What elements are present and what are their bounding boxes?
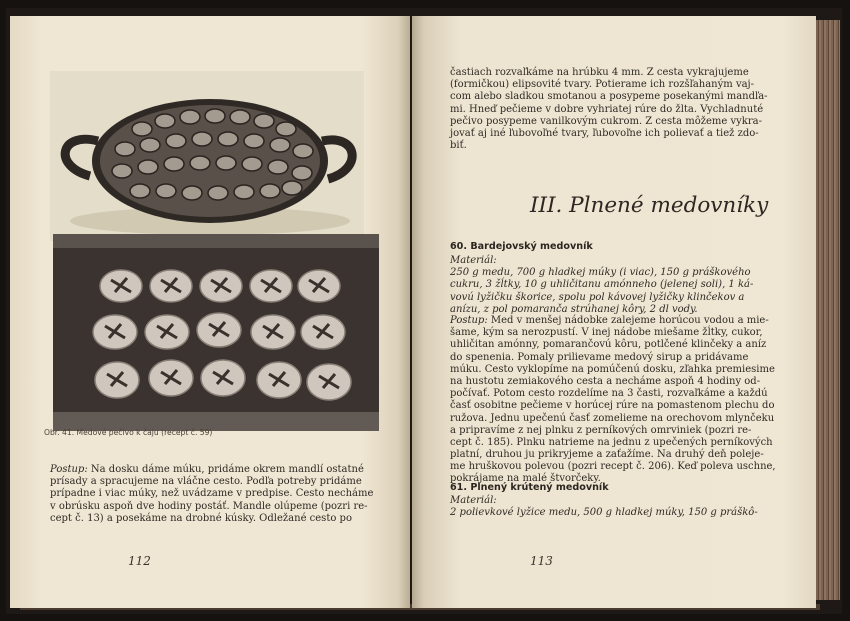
text-line: počívať. Potom cesto rozdelíme na 3 časti, rozvaľkáme a každú: [450, 388, 768, 400]
text-line: biť.: [450, 140, 467, 152]
postup-label: Postup:: [50, 464, 88, 475]
text-line: do spenenia. Pomaly prilievame medový sirup a pridávame: [450, 351, 749, 363]
tray-photo: [50, 71, 364, 241]
text-line: na hustotu zemiakového cesta a necháme aspoň 4 hodiny od-: [450, 375, 761, 387]
text-line: jovať aj iné ľubovoľné tvary, ľubovoľne ich polievať a tiež zdo-: [450, 127, 759, 139]
recipe-61-title: 61. Plnený krútený medovník: [450, 482, 609, 493]
chapter-title: III. Plnené medovníky: [530, 193, 769, 218]
right-top-paragraph: [450, 67, 786, 152]
text-line: Postup: Med v menšej nádobke zalejeme horúcou vodou a mie-: [450, 315, 769, 326]
text-line: cept č. 185). Plnku natrieme na jednu z upečených perníkových: [450, 436, 773, 448]
tray-illustration: [50, 71, 364, 241]
text-line: uhličitan amónny, pomarančovú kôru, potlčené klinčeky a aníz: [450, 339, 767, 351]
recipe-60-postup: [450, 315, 786, 486]
text-line: 250 g medu, 700 g hladkej múky (i viac), 150 g práškového: [450, 267, 751, 279]
text-line: cukru, 3 žĺtky, 10 g uhličitanu amónneho (jelenej soli), 1 ká-: [450, 279, 754, 291]
text-line: mi. Hneď pečieme v dobre vyhriatej rúre do žlta. Vychladnuté: [450, 103, 764, 115]
postup-label: Postup:: [450, 315, 488, 326]
pastry-photo: [53, 234, 379, 431]
recipe-60-title: 60. Bardejovský medovník: [450, 241, 593, 252]
text-line: pečivo posypeme vanilkovým cukrom. Z cesta môžeme vykra-: [450, 115, 762, 127]
text-line: Postup: Na dosku dáme múku, pridáme okrem mandlí ostatné: [50, 464, 364, 475]
text-line: ružova. Jednu upečenú časť zomelieme na orechovom mlynčeku: [450, 412, 775, 424]
text-line: prísady a spracujeme na vláčne cesto. Podľa potreby pridáme: [50, 476, 362, 488]
text-line: cept č. 13) a posekáme na drobné kúsky. Odležané cesto po: [50, 512, 352, 524]
text-line: com alebo sladkou smotanou a posypeme posekanými mandľa-: [450, 91, 768, 103]
recipe-60-material: [450, 255, 786, 316]
pastry-illustration: [53, 234, 379, 431]
text-line: anízu, z pol pomaranča strúhanej kôry, 2 dl vody.: [450, 303, 698, 315]
page-edges: [816, 20, 840, 600]
text-line: 2 polievkové lyžice medu, 500 g hladkej múky, 150 g práškô-: [450, 507, 758, 519]
figure-caption: Obr. 41. Medové pečivo k čaju (recept č. 59): [44, 428, 213, 437]
left-page: [10, 16, 410, 608]
right-page: [412, 16, 816, 608]
text-line: šame, kým sa nerozpustí. V inej nádobe miešame žĺtky, cukor,: [450, 327, 763, 339]
material-label: Materiál:: [450, 495, 497, 506]
text-line: a pripravíme z nej plnku z perníkových omrviniek (pozri re-: [450, 424, 752, 436]
page-number-left: 112: [128, 554, 151, 568]
text-line: me hruškovou polevou (pozri recept č. 206). Keď poleva uschne,: [450, 461, 776, 473]
text-line: (formičkou) elipsovité tvary. Potierame ich rozšľahaným vaj-: [450, 79, 755, 91]
text-line: vovú lyžičku škorice, spolu pol kávovej lyžičky klinčekov a: [450, 291, 745, 303]
text-line: časť osobitne pečieme v horúcej rúre na pomastenom plechu do: [450, 400, 775, 412]
recipe-61-material: [450, 495, 790, 519]
text-line: prípadne i viac múky, než uvádzame v predpise. Cesto necháme: [50, 488, 374, 500]
text-line: častiach rozvaľkáme na hrúbku 4 mm. Z cesta vykrajujeme: [450, 67, 749, 78]
text-line: pokrájame na malé štvorčeky.: [450, 473, 601, 485]
left-postup-paragraph: [50, 464, 382, 525]
text-line: platní, druhou ju prikryjeme a zaťažíme. Na druhý deň poleje-: [450, 449, 764, 461]
text-line: v obrúsku aspoň dve hodiny postáť. Mandle olúpeme (pozri re-: [50, 500, 368, 512]
material-label: Materiál:: [450, 255, 497, 266]
page-number-right: 113: [530, 554, 553, 568]
text-line: múku. Cesto vyklopíme na pomúčenú dosku, zľahka premiesime: [450, 363, 775, 375]
